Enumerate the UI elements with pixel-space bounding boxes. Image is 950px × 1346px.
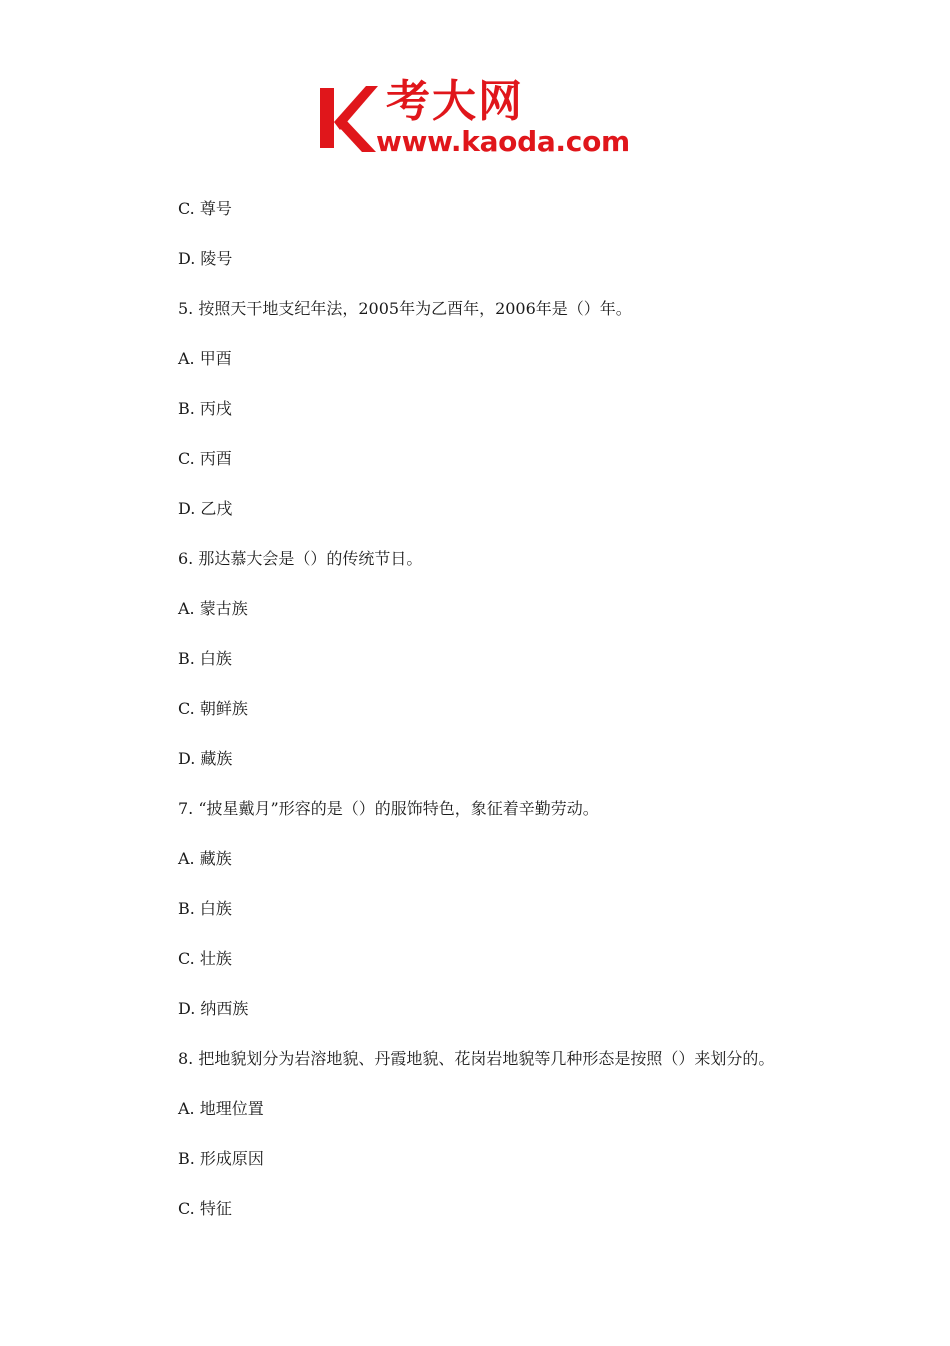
question-6: 6. 那达慕大会是（）的传统节日。: [178, 549, 423, 568]
q5-option-d: D. 乙戌: [178, 499, 233, 518]
q5-option-a: A. 甲酉: [178, 349, 232, 368]
option-c-prev: C. 尊号: [178, 199, 232, 218]
k-logo-icon: [316, 82, 380, 154]
q7-option-a: A. 藏族: [178, 849, 232, 868]
q6-option-c: C. 朝鲜族: [178, 699, 248, 718]
q8-option-c: C. 特征: [178, 1199, 232, 1218]
q7-option-b: B. 白族: [178, 899, 232, 918]
q6-option-a: A. 蒙古族: [178, 599, 248, 618]
question-7: 7. “披星戴月”形容的是（）的服饰特色，象征着辛勤劳动。: [178, 799, 599, 818]
question-list: [178, 196, 898, 1246]
q8-option-a: A. 地理位置: [178, 1099, 264, 1118]
logo-title: 考大网: [386, 76, 524, 127]
q7-option-d: D. 纳西族: [178, 999, 249, 1018]
q6-option-d: D. 藏族: [178, 749, 233, 768]
question-5: 5. 按照天干地支纪年法，2005年为乙酉年，2006年是（）年。: [178, 299, 632, 318]
logo-url: www.kaoda.com: [376, 125, 630, 158]
q8-option-b: B. 形成原因: [178, 1149, 264, 1168]
q5-option-b: B. 丙戌: [178, 399, 232, 418]
q6-option-b: B. 白族: [178, 649, 232, 668]
kaoda-logo: [316, 76, 640, 158]
question-8: 8. 把地貌划分为岩溶地貌、丹霞地貌、花岗岩地貌等几种形态是按照（）来划分的。: [178, 1049, 775, 1068]
q7-option-c: C. 壮族: [178, 949, 232, 968]
q5-option-c: C. 丙酉: [178, 449, 232, 468]
option-d-prev: D. 陵号: [178, 249, 233, 268]
